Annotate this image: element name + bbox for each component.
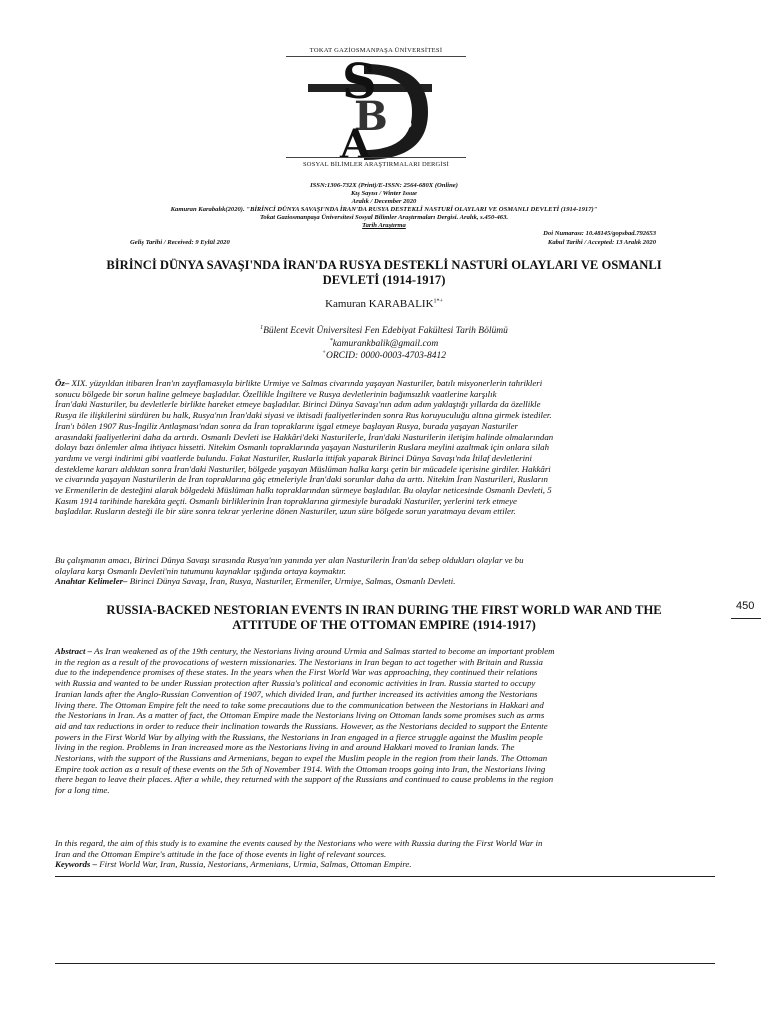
citation-line-1: Kamuran Karabalık(2020). "BİRİNCİ DÜNYA SAVAŞI'NDA İRAN'DA RUSYA DESTEKLİ NASTURİ OLAYLARI VE OSMANLI DEVLETİ (1914-1917)": [170, 206, 598, 213]
abstract-en-line: there began to leave their places. After a while, they returned with the support of the Russians and continued to cause problems in the region: [55, 774, 554, 785]
date-line: Aralık / December 2020: [351, 198, 417, 205]
title-english-line-1: RUSSIA-BACKED NESTORIAN EVENTS IN IRAN DURING THE FIRST WORLD WAR AND THE: [106, 603, 662, 617]
orcid-mark: +: [321, 349, 326, 356]
abstract-tr-line: sonucu bölgede bir sorun haline gelmeye başladılar. Özellikle İngiltere ve Rusya devletlerinin bağımsızlık vaatlerine karşılık: [55, 388, 497, 399]
author-orcid: [0, 351, 768, 362]
abstract-en-line: Abstract – As Iran weakened as of the 19th century, the Nestorians living around Urmia and Salmas started to become an important problem: [55, 646, 555, 656]
abstract-english: [55, 646, 713, 796]
author-name: Kamuran KARABALIK: [325, 298, 434, 310]
abstract-tr-line: destekleme kararı aldıktan sonra İran'daki Nasturiler, bölgede yaşayan Müslüman halka karşı çetin bir mücadele içerisine girdiler. Hakkâri: [55, 463, 551, 474]
abstract-en-line: living in the region. Problems in Iran increased more as the Nestorians living in and around Hakkari moved to Iranian lands. The: [55, 742, 515, 753]
section-divider: [55, 876, 715, 877]
issue-line: Kış Sayısı / Winter Issue: [351, 190, 417, 197]
abstract-tr-line: başladılar. Rusların desteği ile bir süre sonra tekrar yerlerine dönen Nasturiler, uzun süre bölgede sorun yaratmaya devam ettiler.: [55, 506, 516, 517]
author: [0, 298, 768, 310]
abstract-en-line: Iranian lands after the Anglo-Russian Convention of 1907, which divided Iran, and further increased its activities among the Nestorians: [55, 688, 538, 699]
logo-top-rule: [286, 56, 466, 57]
author-email: [0, 339, 768, 350]
abstract-en-line: Nestorians, with the support of the Russians and Armenians, began to expel the Muslim people in the region from their lands. The Ottoman: [55, 753, 548, 764]
abstract-tr-line: İran'ı bölen 1907 Rus-İngiliz Antlaşması'ndan sonra da İran topraklarını işgal etmeye başlayan Rusya, burada yaşayan Nasturiler: [55, 420, 518, 431]
affiliation-text: Bülent Ecevit Üniversitesi Fen Edebiyat Fakültesi Tarih Bölümü: [263, 326, 508, 336]
abstract-en-line: with Russia and wanted to be under Russian protection after Russia's political and economic activities in Iran. Russia started to occupy: [55, 678, 536, 689]
affiliation-mark: 1: [260, 324, 264, 331]
abstract-tr-line: Öz– XIX. yüzyıldan itibaren İran'ın zayıflamasıyla birlikte Urmiye ve Salmas civarında yaşayan Nasturiler, batılı misyonerlerin tahrikleri: [55, 378, 543, 388]
email-mark: *: [329, 337, 333, 344]
title-turkish-line-1: BİRİNCİ DÜNYA SAVAŞI'NDA İRAN'DA RUSYA DESTEKLİ NASTURİ OLAYLARI VE OSMANLI: [106, 258, 662, 272]
title-english: [60, 603, 708, 633]
keywords-turkish: [55, 576, 713, 587]
keywords-en-label: Keywords –: [55, 859, 98, 870]
author-marks: 1*+: [433, 298, 443, 305]
email-text: kamurankbalik@gmail.com: [332, 339, 439, 349]
doi-number: Doi Numarası: 10.48145/gopsbad.792653: [543, 230, 656, 237]
logo-letter-b: B: [354, 93, 388, 140]
abstract-tr-line: arasındaki faaliyetlerini daha da artırdı. Osmanlı Devleti ise Hakkâri'deki Nasturilerle, İran'daki Nasturilerin iletişim halinde olmalarından: [55, 431, 554, 442]
logo-university-name: TOKAT GAZİOSMANPAŞA ÜNİVERSİTESİ: [309, 47, 443, 54]
title-turkish-line-2: DEVLETİ (1914-1917): [322, 273, 446, 287]
keywords-en-text: First World War, Iran, Russia, Nestorians, Armenians, Urmia, Salmas, Ottoman Empire.: [97, 859, 412, 870]
received-date: Geliş Tarihi / Received: 9 Eylül 2020: [130, 239, 230, 246]
abstract-en-line: Empire took action as a result of these events on the 5th of November 1914. With the Ottoman troops going into Iran, the Nestorians living: [55, 763, 546, 774]
aim-english: [55, 838, 713, 870]
keywords-english: [55, 859, 713, 870]
abstract-en-line: in the region as a result of the provocations of western missionaries. The Nestorians in Iran began to act together with Britain and Russia: [55, 656, 543, 667]
abstract-en-line: due to the independence promises of these states. In the years when the First World War was approaching, they continued their relations: [55, 667, 538, 678]
title-english-line-2: ATTITUDE OF THE OTTOMAN EMPIRE (1914-1917): [232, 618, 536, 632]
abstract-en-label: Abstract –: [55, 646, 93, 656]
logo-journal-name: SOSYAL BİLİMLER ARAŞTIRMALARI DERGİSİ: [302, 161, 449, 168]
aim-en-line: In this regard, the aim of this study is to examine the events caused by the Nestorians who were with Russia during the First World War in: [55, 838, 543, 848]
aim-tr-line: olaylara karşı Osmanlı Devleti'nin tutumunu kaynaklar ışığında ortaya koymaktır.: [55, 565, 346, 576]
page-number-rule: [731, 618, 761, 619]
article-category: Tarih Araştırma: [362, 222, 406, 229]
aim-tr-line: Bu çalışmanın amacı, Birinci Dünya Savaşı sırasında Rusya'nın yanında yer alan Nasturilerin İran'da sebep oldukları olaylar ve bu: [55, 555, 524, 565]
keywords-tr-text: Birinci Dünya Savaşı, İran, Rusya, Nasturiler, Ermeniler, Urmiye, Salmas, Osmanlı Devleti.: [127, 576, 456, 587]
abstract-tr-label: Öz–: [55, 378, 70, 388]
aim-en-line: Iran and the Ottoman Empire's attitude in the face of those events in light of relevant sources.: [55, 848, 387, 859]
abstract-tr-line: Rusya ile ilişkilerini sürdüren bu halk, Rusya'nın İran'daki siyasi ve iktisadi faaliyetlerinden sonra Rus koruyuculuğu altına girmek istediler.: [55, 410, 552, 421]
accepted-date: Kabul Tarihi / Accepted: 13 Aralık 2020: [547, 239, 656, 246]
abstract-tr-line: ve civarında yaşayan Nasturilerin de İran topraklarına göç etmeleriyle İran'daki sorunlar daha da arttı. Nitekim İran Nasturileri, Rusların: [55, 474, 548, 485]
citation-line-2: Tokat Gaziosmanpaşa Üniversitesi Sosyal Bilimler Araştırmaları Dergisi. Aralık, s.450-463.: [259, 214, 509, 221]
abstract-en-line: powers in the First World War by allying with the Russians, the Nestorians in Iran engaged in a fierce struggle against the Muslim people: [55, 731, 543, 742]
abstract-turkish: [55, 378, 713, 517]
logo-letter-s: S: [342, 58, 377, 110]
abstract-en-line: living there. The Ottoman Empire felt the need to take some precautions due to the communication between the Nestorians in Hakkari and: [55, 699, 544, 710]
logo-bottom-rule: [286, 157, 466, 158]
abstract-tr-line: ve Ermenilerin de desteğini alarak bölgedeki Müslüman halkı topraklarından sürmeye başladılar. Bu olaylar neticesinde Osmanlı Devleti, 5: [55, 485, 552, 496]
journal-logo: [286, 40, 466, 172]
abstract-tr-line: Kasım 1914 tarihinde harekâta geçti. Osmanlı birliklerinin İran topraklarına girmesiyle buradaki Nasturiler, yerlerini terk etmeye: [55, 495, 517, 506]
affiliation: [0, 326, 768, 337]
orcid-text: ORCID: 0000-0003-4703-8412: [326, 351, 447, 361]
logo-letter-d: D: [404, 120, 413, 131]
keywords-tr-label: Anahtar Kelimeler–: [55, 576, 128, 587]
logo-monogram: [286, 58, 466, 164]
abstract-tr-line: yardımı ve vergi indirimi gibi vaatlerde bulundu. Fakat Nasturiler, Ruslarla ittifak yaparak Birinci Dünya Savaşı'nda İtilaf devletlerini: [55, 452, 532, 463]
page-number: 450: [736, 600, 755, 612]
logo-letter-a: A: [340, 121, 372, 164]
abstract-tr-line: dolayı bazı önlemler alma ihtiyacı hissetti. Nitekim Osmanlı topraklarında yaşayan Nasturilerin Ruslara meylini azaltmak için onlara silah: [55, 442, 549, 453]
footer-divider: [55, 963, 715, 964]
abstract-en-line: the Nestorians in Iran. As a matter of fact, the Ottoman Empire made the Nestorians living on Ottoman lands some promises such as arms: [55, 710, 545, 721]
abstract-en-line: aid and tax reductions in order to reduce their inclination towards the Russians. However, as the Nestorians decided to support the Entente: [55, 720, 548, 731]
title-turkish: [60, 258, 708, 288]
aim-turkish: [55, 555, 713, 587]
abstract-en-line: for a long time.: [55, 785, 110, 796]
issn-line: ISSN:1306-732X (Print)/E-ISSN: 2564-680X (Online): [310, 182, 458, 189]
abstract-tr-line: İran'daki Nasturiler, bu devletlerle birlikte hareket etmeye başladılar. Birinci Dünya Savaşı'nın adım adım yaklaştığı yıllarda da özellikle: [55, 399, 541, 410]
